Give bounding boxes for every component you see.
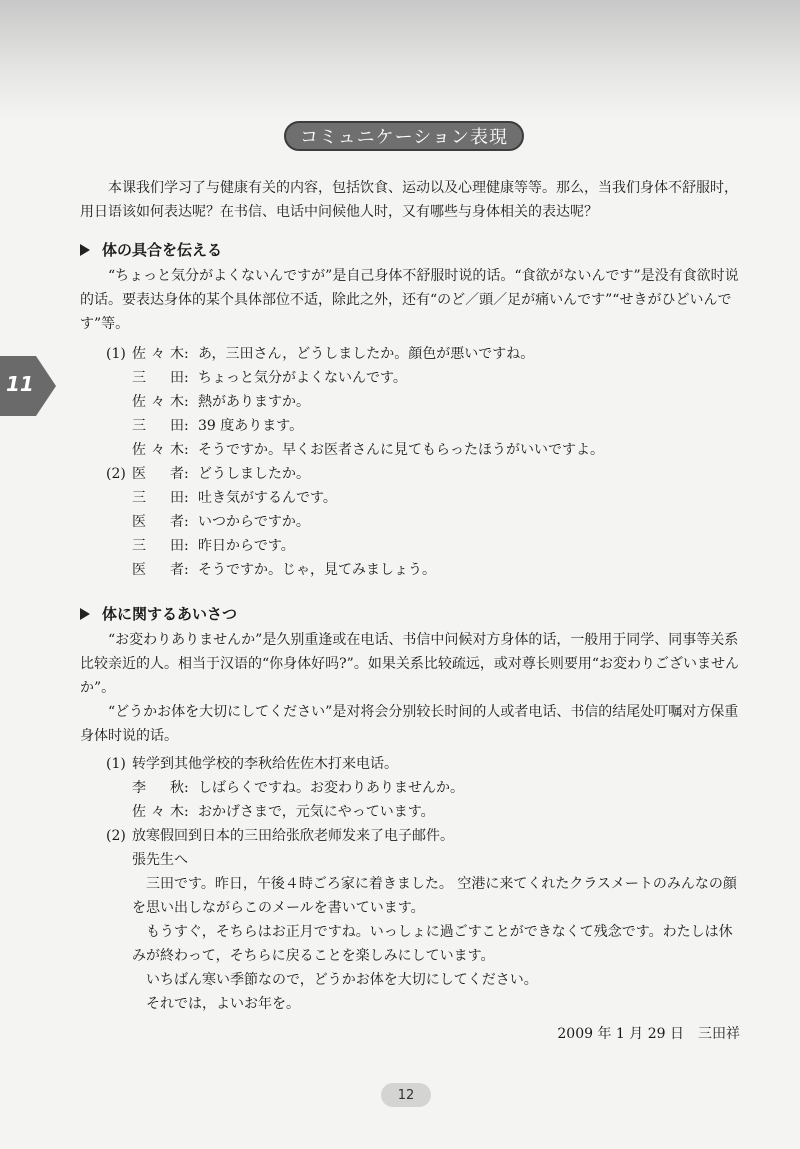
section2-explanation-2: “どうかお体を大切にしてください”是对将会分别较长时间的人或者电话、书信的结尾处叮嘱对方保重身体时说的话。 [80, 704, 739, 744]
utterance: しばらくですね。お変わりありませんか。 [198, 780, 464, 796]
section1-heading [80, 236, 740, 264]
letter-paragraph: それでは，よいお年を。 [146, 996, 300, 1012]
section1-heading-text: 体の具合を伝える [102, 241, 223, 259]
section1-explanation: “ちょっと気分がよくないんですが”是自己身体不舒服时说的话。“食欲がないんです”是没有食欲时说的话。要表达身体的某个具体部位不适，除此之外，还有“のど／頭／足が痛いんです”“せきがひどいんです”等。 [80, 268, 739, 332]
speaker: 医 者 [132, 514, 184, 530]
utterance: おかげさまで，元気にやっています。 [198, 804, 435, 820]
utterance: 吐き気がするんです。 [198, 490, 337, 506]
dialogue-line: (1) 佐々木 : あ，三田さん，どうしましたか。顔色が悪いですね。 [106, 342, 740, 366]
speaker: 佐々木 [132, 442, 184, 458]
section-title-badge [284, 121, 524, 151]
utterance: どうしましたか。 [198, 466, 310, 482]
letter-date-signature: 2009 年 1 月 29 日 三田祥 [557, 1026, 740, 1042]
example-number: (2) [106, 828, 126, 844]
email-letter [132, 848, 740, 1016]
dialogue-line: 医 者 : いつからですか。 [106, 510, 740, 534]
speaker: 李 秋 [132, 780, 184, 796]
dialogue-line: (2) 医 者 : どうしましたか。 [106, 462, 740, 486]
speaker: 三 田 [132, 370, 184, 386]
letter-paragraph: もうすぐ，そちらはお正月ですね。いっしょに過ごすことができなくて残念です。わたしは休みが終わって，そちらに戻ることを楽しみにしています。 [132, 924, 733, 964]
dialogue-line: 医 者 : そうですか。じゃ，見てみましょう。 [106, 558, 740, 582]
example-description: 放寒假回到日本的三田给张欣老师发来了电子邮件。 [132, 828, 454, 844]
letter-salutation: 張先生へ [132, 852, 188, 868]
speaker: 医 者 [132, 562, 184, 578]
example-number: (1) [106, 756, 126, 772]
example-number: (1) [106, 346, 126, 362]
utterance: ちょっと気分がよくないんです。 [198, 370, 407, 386]
section2-heading [80, 600, 740, 628]
example-2 [106, 824, 740, 1016]
triangle-bullet-icon [80, 244, 90, 256]
dialogue-line: 三 田 : ちょっと気分がよくないんです。 [106, 366, 740, 390]
speaker: 佐々木 [132, 804, 184, 820]
letter-paragraph: いちばん寒い季節なので，どうかお体を大切にしてください。 [146, 972, 538, 988]
speaker: 佐々木 [132, 394, 184, 410]
page-number: 12 [381, 1083, 431, 1107]
dialogue-1 [106, 342, 740, 462]
utterance: 39 度あります。 [198, 418, 304, 434]
intro-paragraph: 本课我们学习了与健康有关的内容，包括饮食、运动以及心理健康等等。那么，当我们身体不舒服时，用日语该如何表达呢？在书信、电话中问候他人时，又有哪些与身体相关的表达呢？ [80, 180, 738, 220]
utterance: 熱がありますか。 [198, 394, 310, 410]
dialogue-line: 佐々木 : おかげさまで，元気にやっています。 [106, 800, 740, 824]
example-number: (2) [106, 466, 126, 482]
section2-heading-text: 体に関するあいさつ [102, 605, 238, 623]
speaker: 三 田 [132, 418, 184, 434]
utterance: あ，三田さん，どうしましたか。顔色が悪いですね。 [198, 346, 535, 362]
dialogue-line: 佐々木 : 熱がありますか。 [106, 390, 740, 414]
dialogue-line: 李 秋 : しばらくですね。お変わりありませんか。 [106, 776, 740, 800]
utterance: 昨日からです。 [198, 538, 295, 554]
dialogue-line: 佐々木 : そうですか。早くお医者さんに見てもらったほうがいいですよ。 [106, 438, 740, 462]
speaker: 医 者 [132, 466, 184, 482]
example-description: 转学到其他学校的李秋给佐佐木打来电话。 [132, 756, 398, 772]
chapter-tab [0, 356, 60, 416]
example-1 [106, 752, 740, 824]
utterance: そうですか。じゃ，見てみましょう。 [198, 562, 436, 578]
main-content [80, 176, 740, 1046]
utterance: そうですか。早くお医者さんに見てもらったほうがいいですよ。 [198, 442, 604, 458]
page-top-shading [0, 0, 800, 120]
letter-paragraph: 三田です。昨日，午後４時ごろ家に着きました。 空港に来てくれたクラスメートのみんなの顔を思い出しながらこのメールを書いています。 [132, 876, 737, 916]
section-title: コミュニケーション表現 [300, 127, 508, 148]
speaker: 三 田 [132, 538, 184, 554]
dialogue-line: 三 田 : 吐き気がするんです。 [106, 486, 740, 510]
speaker: 佐々木 [132, 346, 184, 362]
chapter-number: 11 [6, 372, 34, 396]
section2-explanation-1: “お変わりありませんか”是久别重逢或在电话、书信中问候对方身体的话，一般用于同学、同事等关系比较亲近的人。相当于汉语的“你身体好吗?”。如果关系比较疏远，或对尊长则要用“お変わりございませんか”。 [80, 632, 739, 696]
dialogue-line: 三 田 : 39 度あります。 [106, 414, 740, 438]
utterance: いつからですか。 [198, 514, 310, 530]
dialogue-2 [106, 462, 740, 582]
speaker: 三 田 [132, 490, 184, 506]
dialogue-line: 三 田 : 昨日からです。 [106, 534, 740, 558]
triangle-bullet-icon [80, 608, 90, 620]
